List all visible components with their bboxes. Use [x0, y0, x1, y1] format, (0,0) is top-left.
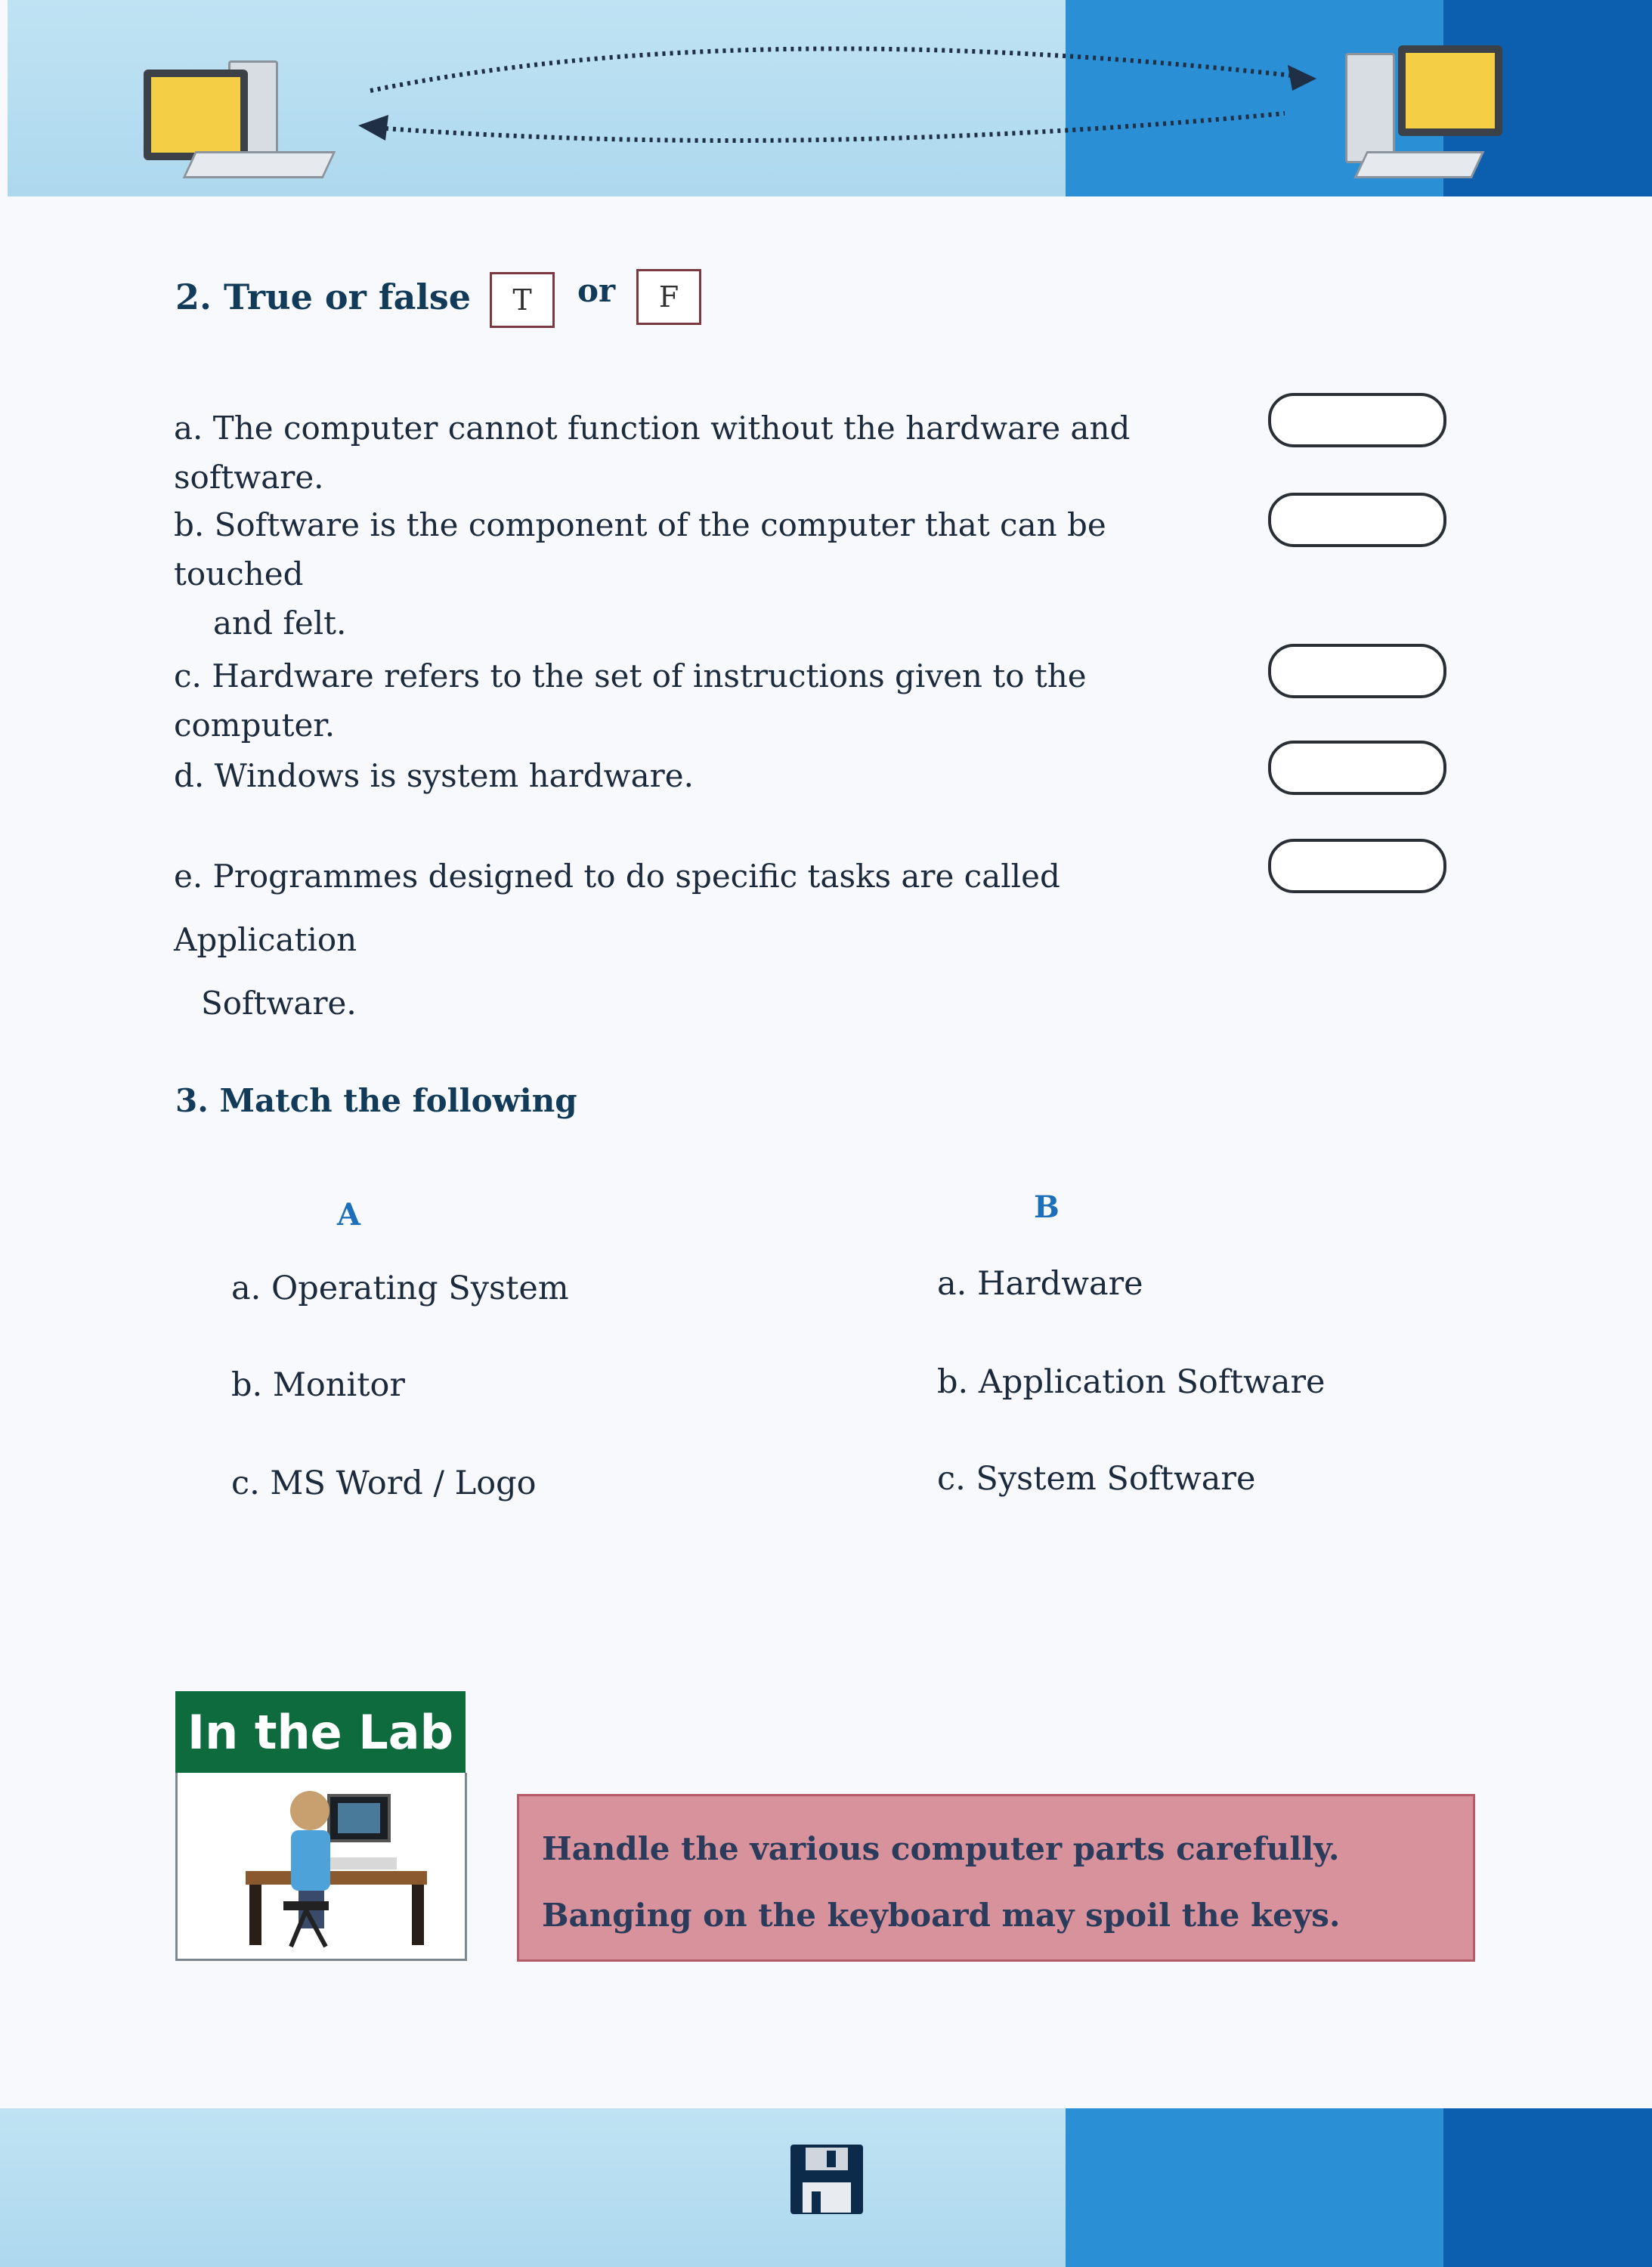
computer-left-icon — [144, 60, 340, 189]
computer-right-icon — [1330, 45, 1527, 189]
false-box: F — [636, 269, 701, 325]
dotted-arrow-right-icon — [363, 23, 1330, 98]
match-a-item-2: b. Monitor — [231, 1366, 405, 1404]
match-b-item-2: b. Application Software — [937, 1363, 1326, 1401]
or-text: or — [577, 272, 616, 309]
column-a-label: A — [337, 1197, 361, 1232]
question-b — [174, 500, 1232, 648]
match-heading: 3. Match the following — [175, 1082, 577, 1119]
question-a — [174, 404, 1232, 502]
match-b-item-1: a. Hardware — [937, 1265, 1143, 1303]
match-a-item-1: a. Operating System — [231, 1270, 569, 1307]
floppy-disk-icon — [789, 2143, 865, 2216]
question-b-text-cont: and felt. — [213, 605, 347, 642]
question-d-text: d. Windows is system hardware. — [174, 757, 694, 794]
true-false-heading: 2. True or false — [175, 277, 472, 317]
answer-box-e[interactable] — [1268, 839, 1446, 893]
match-b-item-3: c. System Software — [937, 1460, 1256, 1498]
question-d — [174, 751, 1232, 800]
dotted-arrow-left-icon — [355, 106, 1292, 166]
answer-box-a[interactable] — [1268, 393, 1446, 447]
question-b-text: b. Software is the component of the computer that can be touched — [174, 506, 1106, 593]
lab-title: In the Lab — [175, 1691, 466, 1773]
true-box: T — [490, 272, 555, 328]
column-b-label: B — [1034, 1189, 1060, 1225]
question-c — [174, 651, 1232, 750]
question-e-text: e. Programmes designed to do specific tasks are called Application — [174, 858, 1060, 958]
question-a-text: a. The computer cannot function without the hardware and software. — [174, 410, 1131, 496]
answer-box-d[interactable] — [1268, 741, 1446, 795]
computer-student-illustration — [178, 1773, 465, 1959]
question-e — [174, 845, 1232, 1035]
match-a-item-3: c. MS Word / Logo — [231, 1464, 537, 1502]
lab-illustration-frame — [175, 1773, 467, 1961]
question-c-text: c. Hardware refers to the set of instructions given to the computer. — [174, 657, 1087, 744]
answer-box-b[interactable] — [1268, 493, 1446, 547]
answer-box-c[interactable] — [1268, 644, 1446, 698]
question-e-text-cont: Software. — [201, 985, 357, 1022]
lab-tip: Handle the various computer parts carefully. Banging on the keyboard may spoil the keys. — [517, 1794, 1475, 1962]
